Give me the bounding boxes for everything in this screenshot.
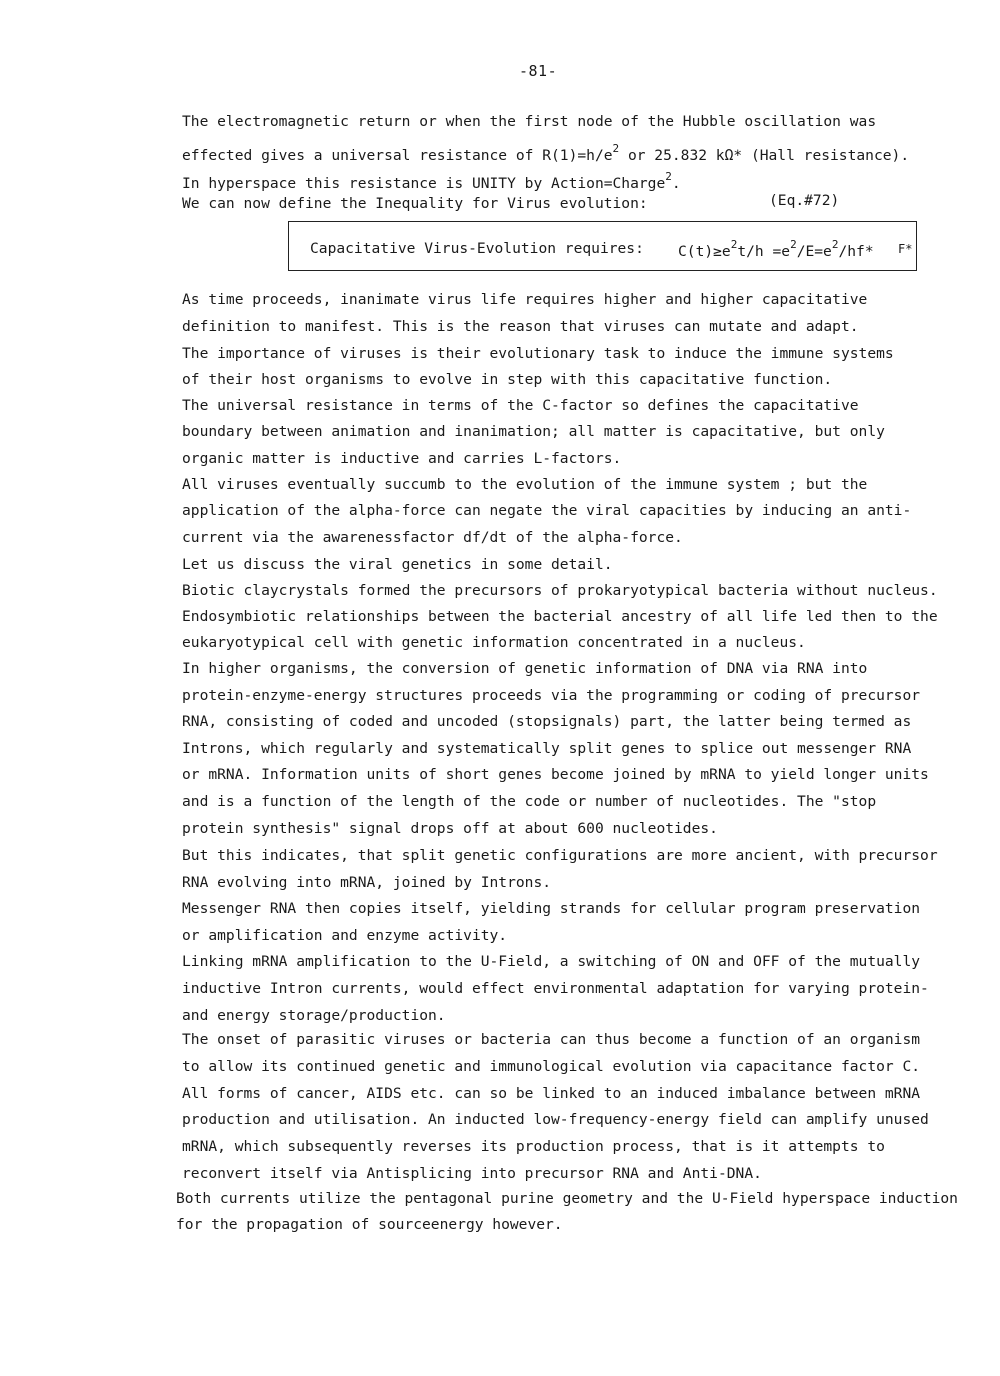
equation-number: (Eq.#72)	[769, 192, 840, 209]
text-line: application of the alpha-force can negate the viral capacities by inducing an anti-	[182, 502, 912, 519]
text-line: The electromagnetic return or when the first node of the Hubble oscillation was	[182, 113, 877, 130]
text-line: to allow its continued genetic and immunological evolution via capacitance factor C.	[182, 1058, 921, 1075]
text-line: for the propagation of sourceenergy however.	[176, 1216, 563, 1233]
text-line: eukaryotypical cell with genetic information concentrated in a nucleus.	[182, 634, 806, 651]
text-line: effected gives a universal resistance of $R(1)=h/e^2$ or 25.832 kΩ* (Hall resistance).	[182, 142, 910, 164]
text-line: or mRNA. Information units of short genes become joined by mRNA to yield longer units	[182, 766, 929, 783]
text-line: current via the awarenessfactor df/dt of the alpha-force.	[182, 529, 683, 546]
text-line: Introns, which regularly and systematically split genes to splice out messenger RNA	[182, 740, 912, 757]
text-line: As time proceeds, inanimate virus life requires higher and higher capacitative	[182, 291, 868, 308]
page-number: -81-	[519, 62, 558, 80]
text-line: Let us discuss the viral genetics in some detail.	[182, 556, 613, 573]
text-line: production and utilisation. An inducted low-frequency-energy field can amplify unused	[182, 1111, 929, 1128]
text-line: The universal resistance in terms of the C-factor so defines the capacitative	[182, 397, 859, 414]
text-line: RNA, consisting of coded and uncoded (stopsignals) part, the latter being termed as	[182, 713, 912, 730]
text-line: Endosymbiotic relationships between the bacterial ancestry of all life led then to the	[182, 608, 938, 625]
text-line: The importance of viruses is their evolutionary task to induce the immune systems	[182, 345, 894, 362]
text-line: We can now define the Inequality for Virus evolution:	[182, 195, 648, 212]
equation-label: Capacitative Virus-Evolution requires:	[310, 240, 644, 257]
text-line: and is a function of the length of the code or number of nucleotides. The "stop	[182, 793, 877, 810]
text-line: All viruses eventually succumb to the evolution of the immune system ; but the	[182, 476, 868, 493]
text-line: In higher organisms, the conversion of genetic information of DNA via RNA into	[182, 660, 868, 677]
text-line: or amplification and enzyme activity.	[182, 927, 508, 944]
text-line: mRNA, which subsequently reverses its production process, that is it attempts to	[182, 1138, 885, 1155]
text-line: protein-enzyme-energy structures proceeds via the programming or coding of precursor	[182, 687, 921, 704]
text-line: In hyperspace this resistance is UNITY by Action=Charge$^2$.	[182, 170, 681, 192]
text-line: The onset of parasitic viruses or bacteria can thus become a function of an organism	[182, 1031, 921, 1048]
text-line: and energy storage/production.	[182, 1007, 446, 1024]
text-line: All forms of cancer, AIDS etc. can so be linked to an induced imbalance between mRNA	[182, 1085, 921, 1102]
text-line: protein synthesis" signal drops off at about 600 nucleotides.	[182, 820, 718, 837]
text-line: Biotic claycrystals formed the precursors of prokaryotypical bacteria without nucleus.	[182, 582, 938, 599]
text-line: Messenger RNA then copies itself, yielding strands for cellular program preservation	[182, 900, 921, 917]
equation-suffix: F*	[898, 242, 913, 256]
text-line: boundary between animation and inanimation; all matter is capacitative, but only	[182, 423, 885, 440]
equation-box	[288, 221, 917, 271]
equation-formula: $C(t)\ge e^2t/h =e^2/E=e^2/hf*$	[678, 238, 874, 260]
text-line: inductive Intron currents, would effect environmental adaptation for varying protein-	[182, 980, 929, 997]
text-line: Both currents utilize the pentagonal purine geometry and the U-Field hyperspace induction	[176, 1190, 958, 1207]
text-line: Linking mRNA amplification to the U-Field, a switching of ON and OFF of the mutually	[182, 953, 921, 970]
text-line: organic matter is inductive and carries L-factors.	[182, 450, 622, 467]
text-line: definition to manifest. This is the reason that viruses can mutate and adapt.	[182, 318, 859, 335]
text-line: RNA evolving into mRNA, joined by Introns.	[182, 874, 552, 891]
text-line: of their host organisms to evolve in step with this capacitative function.	[182, 371, 833, 388]
text-line: reconvert itself via Antisplicing into precursor RNA and Anti-DNA.	[182, 1165, 762, 1182]
text-line: But this indicates, that split genetic configurations are more ancient, with precursor	[182, 847, 938, 864]
